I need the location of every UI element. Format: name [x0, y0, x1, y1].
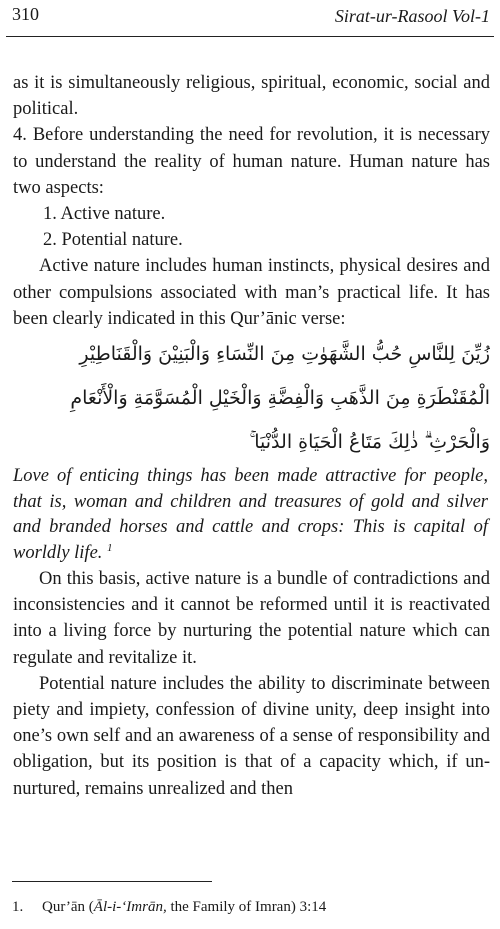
page-number: 310 [12, 4, 39, 24]
arabic-verse: زُيِّنَ لِلنَّاسِ حُبُّ الشَّهَوٰتِ مِنَ النِّسَاءِ وَالْبَنِيْنَ وَالْقَنَاطِيْرِ الْمُقَنْطَرَةِ مِنَ الذَّهَبِ وَالْفِضَّةِ وَالْخَيْلِ الْمُسَوَّمَةِ وَالْأَنْعَامِ وَالْحَرْثِ ۗ ذٰلِكَ مَتَاعُ الْحَيَاةِ الدُّنْيَا ۚ [70, 343, 490, 454]
footnote-source: Qur’ān ( [42, 899, 94, 915]
page-header [8, 2, 492, 36]
footnote-ref: 1 [107, 541, 113, 554]
footnote-number: 1. [12, 899, 24, 915]
translation-text: Love of enticing things has been made attractive for people, that is, woman and children and treasures of gold and silver and branded horses and cattle and crops: This is capital of worldly life. [13, 466, 488, 563]
running-title: Sirat-ur-Rasool Vol-1 [334, 6, 490, 26]
list-item: 1. Active nature. [43, 204, 166, 225]
footnote [12, 899, 326, 916]
aspects-list [13, 201, 490, 253]
paragraph-on-this-basis: On this basis, active nature is a bundle of contradictions and inconsistencies and it cannot be reformed until it is reactivated into a living force by nurturing the potential nature which can regulate and revitalize it. [13, 569, 490, 668]
paragraph-active-nature: Active nature includes human instincts, physical desires and other compulsions associated with man’s practical life. It has been clearly indicated in this Qur’ānic verse: [13, 256, 490, 329]
verse-translation [13, 464, 490, 566]
footnote-surah: Āl-i-‘Imrān, [93, 899, 167, 915]
list-item: 2. Potential nature. [43, 230, 183, 251]
paragraph-potential-nature: Potential nature includes the ability to discriminate between piety and impiety, confession of divine unity, deep insight into one’s own self and an awareness of a sense of responsibility and obligation, but its position is that of a capacity which, if un-nurtured, remains unrealized and then [13, 673, 490, 799]
footnote-rest: the Family of Imran) 3:14 [166, 899, 327, 915]
header-rule [6, 36, 494, 37]
paragraph-point-4: 4. Before understanding the need for revolution, it is necessary to understand the reality of human nature. Human nature has two aspects: [13, 125, 490, 198]
paragraph-continuation: as it is simultaneously religious, spiritual, economic, social and political. [13, 73, 490, 120]
footnote-rule [12, 881, 212, 882]
page-body [13, 70, 490, 802]
